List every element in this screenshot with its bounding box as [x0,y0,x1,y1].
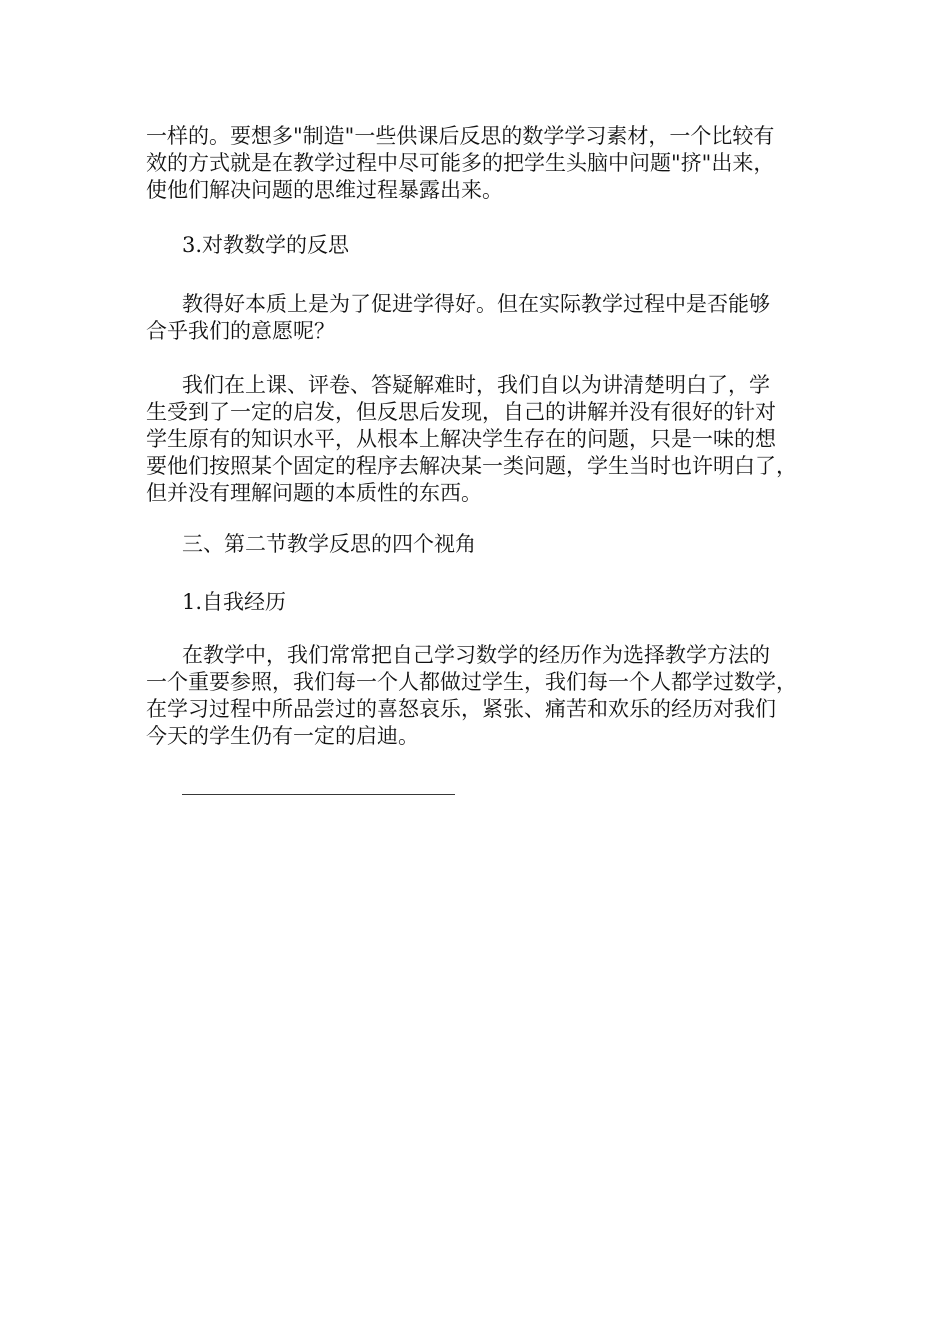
text-line: 一样的。要想多"制造"一些供课后反思的数学学习素材，一个比较有 [146,124,775,148]
heading-text: 1.自我经历 [182,590,287,614]
text-line: 效的方式就是在教学过程中尽可能多的把学生头脑中问题"挤"出来， [146,151,775,175]
paragraph-continuation [146,123,818,204]
text-line: 生受到了一定的启发，但反思后发现，自己的讲解并没有很好的针对 [146,400,776,424]
text-line: 教得好本质上是为了促进学得好。但在实际教学过程中是否能够 [182,292,770,316]
section-heading-reflection-on-teaching [146,232,818,259]
heading-text: 三、第二节教学反思的四个视角 [182,532,476,556]
text-line: 合乎我们的意愿呢？ [146,319,335,343]
paragraph-classroom-experience [146,372,818,507]
text-line: 学生原有的知识水平，从根本上解决学生存在的问题，只是一味的想 [146,427,776,451]
subheading-self-experience [146,589,818,616]
text-line: 在学习过程中所品尝过的喜怒哀乐，紧张、痛苦和欢乐的经历对我们 [146,697,776,721]
paragraph-teaching-purpose [146,291,818,345]
text-line: 要他们按照某个固定的程序去解决某一类问题，学生当时也许明白了， [146,454,797,478]
text-line: 但并没有理解问题的本质性的东西。 [146,481,482,505]
text-line: 使他们解决问题的思维过程暴露出来。 [146,178,503,202]
text-line: 我们在上课、评卷、答疑解难时，我们自以为讲清楚明白了，学 [182,373,770,397]
text-line: 今天的学生仍有一定的启迪。 [146,724,419,748]
text-line: 一个重要参照，我们每一个人都做过学生，我们每一个人都学过数学， [146,670,797,694]
section-heading-four-perspectives [146,531,818,558]
separator-line: __________________________ [182,771,455,795]
heading-text: 3.对教数学的反思 [182,233,350,257]
paragraph-learning-experience [146,642,818,750]
text-line: 在教学中，我们常常把自己学习数学的经历作为选择教学方法的 [182,643,770,667]
